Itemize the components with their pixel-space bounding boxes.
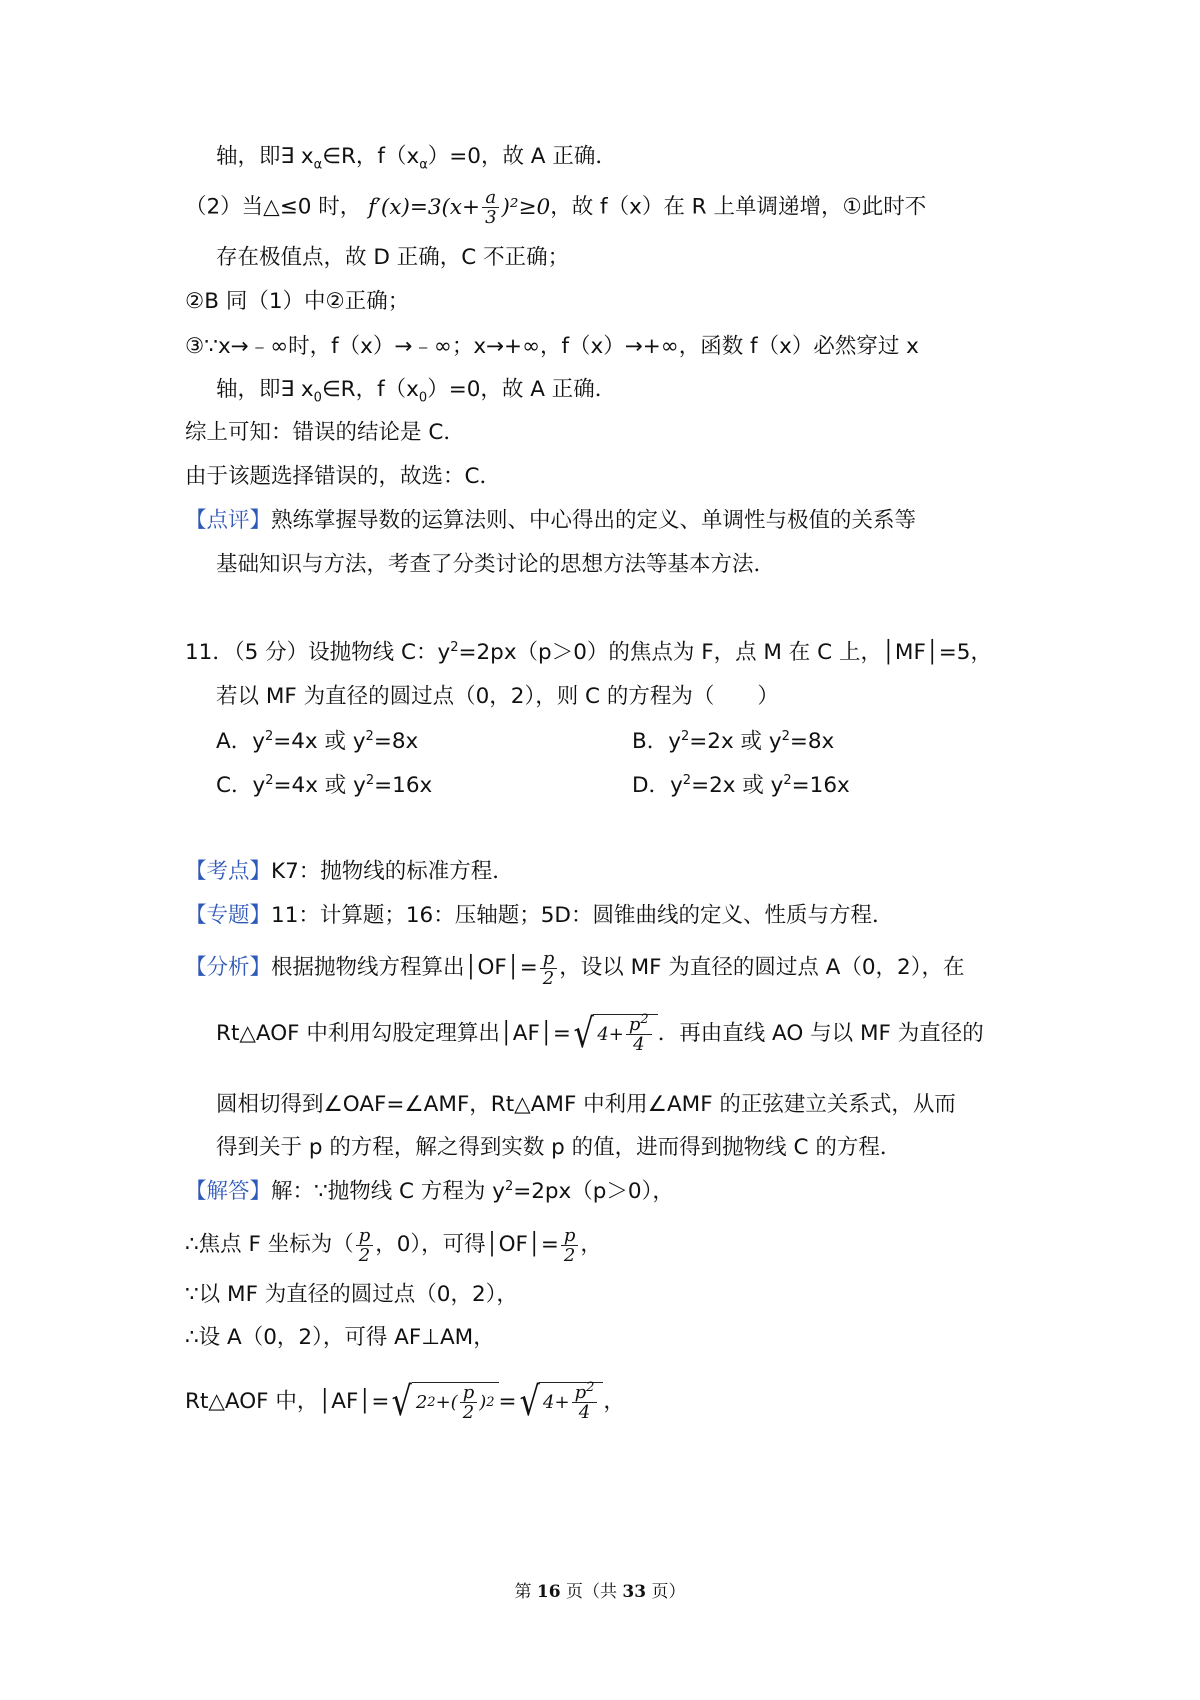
text-line bbox=[185, 1372, 625, 1432]
numerator: p bbox=[540, 949, 558, 969]
text: ．再由直线 AO 与以 MF 为直径的 bbox=[657, 1021, 984, 1046]
denominator: 4 bbox=[633, 1034, 645, 1055]
text: y bbox=[252, 729, 265, 754]
text: 11．（5 分）设抛物线 C：y bbox=[185, 640, 451, 665]
term: p bbox=[628, 1014, 641, 1035]
radicand bbox=[539, 1382, 603, 1422]
text: ∴焦点 F 坐标为（ bbox=[185, 1232, 354, 1257]
term: 4+ bbox=[597, 1023, 624, 1045]
fenxi-line bbox=[185, 943, 965, 993]
formula bbox=[368, 187, 551, 228]
text: 熟练掌握导数的运算法则、中心得出的定义、单调性与极值的关系等 bbox=[271, 508, 917, 533]
text-line: ③∵x→﹣∞时，f（x）→﹣∞；x→+∞，f（x）→+∞，函数 f（x）必然穿过 x bbox=[185, 334, 919, 359]
fraction bbox=[561, 1226, 579, 1265]
comment-line bbox=[185, 506, 916, 536]
numerator bbox=[572, 1380, 598, 1403]
text: 页（共 bbox=[560, 1582, 623, 1602]
zhuanti-line bbox=[185, 901, 893, 931]
text: = bbox=[498, 1389, 517, 1414]
numerator: p bbox=[561, 1226, 579, 1246]
jieda-tag: 【解答】 bbox=[185, 1179, 272, 1204]
subscript: α bbox=[313, 157, 323, 173]
text: ， bbox=[580, 1232, 602, 1257]
denominator: 4 bbox=[578, 1402, 591, 1423]
superscript: 2 bbox=[450, 639, 459, 655]
text: =4x 或 y bbox=[273, 773, 366, 798]
superscript: 2 bbox=[504, 1178, 514, 1194]
text-line: 由于该题选择错误的，故选：C． bbox=[185, 464, 502, 489]
fraction bbox=[626, 1012, 652, 1055]
term: p bbox=[574, 1382, 587, 1403]
option-label: B． bbox=[632, 729, 669, 754]
text-line: 圆相切得到∠OAF=∠AMF，Rt△AMF 中利用∠AMF 的正弦建立关系式，从而 bbox=[216, 1092, 956, 1117]
radical-sign: √ bbox=[391, 1379, 413, 1425]
option-label: C． bbox=[216, 773, 253, 798]
option-label: D． bbox=[632, 773, 671, 798]
superscript: 2 bbox=[680, 728, 690, 744]
fraction bbox=[572, 1380, 598, 1423]
total-pages: 33 bbox=[622, 1582, 647, 1602]
text-line: 基础知识与方法，考查了分类讨论的思想方法等基本方法． bbox=[216, 552, 776, 577]
text-line bbox=[185, 188, 926, 227]
superscript: 2 bbox=[365, 772, 375, 788]
text: y bbox=[670, 773, 683, 798]
option-b[interactable] bbox=[632, 727, 834, 757]
option-c[interactable] bbox=[216, 771, 432, 801]
superscript: 2 bbox=[586, 1380, 595, 1395]
comment-tag: 【点评】 bbox=[185, 508, 272, 533]
radical bbox=[517, 1379, 604, 1425]
text-line bbox=[216, 142, 617, 172]
jieda-line bbox=[185, 1177, 674, 1207]
text: 11：计算题；16：压轴题；5D：圆锥曲线的定义、性质与方程． bbox=[271, 903, 894, 928]
denominator: 2 bbox=[563, 1244, 576, 1266]
text-line: 综上可知：错误的结论是 C． bbox=[185, 420, 465, 445]
text: y bbox=[668, 729, 681, 754]
option-d[interactable] bbox=[632, 771, 850, 801]
text: 第 bbox=[514, 1582, 537, 1602]
text-line: ∴设 A（0，2），可得 AF⊥AM， bbox=[185, 1325, 495, 1350]
radicand: 2 2 +( $\frac{p}{2}$ ) 2 bbox=[412, 1382, 499, 1422]
term: 2 bbox=[415, 1391, 428, 1413]
text: =2px（p＞0）， bbox=[513, 1179, 674, 1204]
numerator bbox=[626, 1012, 652, 1035]
superscript: 2 bbox=[783, 772, 792, 788]
text: 根据抛物线方程算出│OF│= bbox=[271, 955, 538, 980]
text: 页） bbox=[646, 1582, 686, 1602]
superscript: 2 bbox=[682, 772, 692, 788]
text-line bbox=[216, 375, 616, 405]
text: =8x bbox=[373, 729, 419, 754]
superscript: 2 bbox=[781, 728, 790, 744]
superscript: 2 bbox=[365, 728, 374, 744]
text-line bbox=[216, 1004, 984, 1064]
denominator: 3 bbox=[485, 207, 497, 228]
kaodian-line bbox=[185, 857, 514, 887]
text: （2）当△≤0 时， bbox=[185, 194, 362, 220]
superscript: 2 bbox=[265, 772, 274, 788]
denominator: 2 bbox=[542, 967, 555, 989]
text: 解：∵抛物线 C 方程为 y bbox=[271, 1179, 505, 1204]
option-label: A． bbox=[216, 729, 253, 754]
superscript: 2 bbox=[264, 728, 274, 744]
text: Rt△AOF 中利用勾股定理算出│AF│= bbox=[216, 1021, 571, 1046]
text: ∈R，f（x bbox=[321, 377, 419, 402]
text: 轴，即∃ x bbox=[216, 377, 314, 402]
zhuanti-tag: 【专题】 bbox=[185, 903, 272, 928]
text-line bbox=[185, 1220, 602, 1270]
term: +( bbox=[435, 1391, 458, 1413]
text: =2x 或 y bbox=[691, 773, 784, 798]
text: ，故 f（x）在 R 上单调递增，①此时不 bbox=[550, 194, 927, 220]
numerator: p bbox=[460, 1383, 478, 1403]
term: 4+ bbox=[543, 1391, 570, 1413]
text: =16x bbox=[374, 773, 433, 798]
radical bbox=[389, 1379, 498, 1425]
term: ) bbox=[479, 1391, 487, 1413]
text: ，设以 MF 为直径的圆过点 A（0，2），在 bbox=[559, 955, 965, 980]
text: =8x bbox=[789, 729, 835, 754]
question-stem: 若以 MF 为直径的圆过点（0，2），则 C 的方程为（ ） bbox=[216, 684, 779, 709]
fraction bbox=[460, 1383, 478, 1422]
numerator: a bbox=[482, 188, 499, 208]
text: y bbox=[252, 773, 266, 798]
text: =2px（p＞0）的焦点为 F，点 M 在 C 上，│MF│=5， bbox=[458, 640, 992, 665]
text-line: 得到关于 p 的方程，解之得到实数 p 的值，进而得到抛物线 C 的方程． bbox=[216, 1135, 902, 1160]
formula-part: f′(x)=3(x+ bbox=[368, 194, 481, 220]
text: =2x 或 y bbox=[689, 729, 782, 754]
superscript: 2 bbox=[640, 1012, 649, 1027]
subscript: 0 bbox=[313, 390, 322, 406]
text: ，0），可得│OF│= bbox=[375, 1232, 559, 1257]
text: Rt△AOF 中，│AF│= bbox=[185, 1389, 390, 1414]
question-stem bbox=[185, 638, 992, 668]
text: 轴，即∃ x bbox=[216, 144, 314, 169]
fraction bbox=[356, 1226, 374, 1265]
radical-sign: √ bbox=[519, 1379, 540, 1425]
fraction bbox=[540, 949, 558, 988]
text: ， bbox=[603, 1389, 625, 1414]
text-line: 存在极值点，故 D 正确，C 不正确； bbox=[216, 245, 570, 270]
text: ∈R，f（x bbox=[322, 144, 420, 169]
radical bbox=[571, 1011, 658, 1057]
subscript: α bbox=[419, 157, 428, 173]
text: K7：抛物线的标准方程． bbox=[271, 859, 514, 884]
text-line: ②B 同（1）中②正确； bbox=[185, 289, 410, 314]
text: =16x bbox=[791, 773, 850, 798]
fenxi-tag: 【分析】 bbox=[185, 955, 272, 980]
denominator: 2 bbox=[462, 1402, 475, 1423]
page-footer bbox=[0, 1577, 1200, 1602]
fraction bbox=[482, 188, 499, 227]
numerator: p bbox=[356, 1226, 374, 1246]
text: ）=0，故 A 正确． bbox=[427, 377, 617, 402]
text-line: ∵以 MF 为直径的圆过点（0，2）， bbox=[185, 1282, 518, 1307]
subscript: 0 bbox=[418, 390, 428, 406]
text: ）=0，故 A 正确． bbox=[427, 144, 617, 169]
kaodian-tag: 【考点】 bbox=[185, 859, 272, 884]
option-a[interactable] bbox=[216, 727, 418, 757]
formula-part: )²≥0 bbox=[501, 194, 551, 220]
denominator: 2 bbox=[358, 1244, 371, 1266]
page-number: 16 bbox=[536, 1582, 561, 1602]
radicand bbox=[593, 1014, 657, 1054]
radical-sign: √ bbox=[573, 1011, 594, 1057]
text: =4x 或 y bbox=[273, 729, 366, 754]
